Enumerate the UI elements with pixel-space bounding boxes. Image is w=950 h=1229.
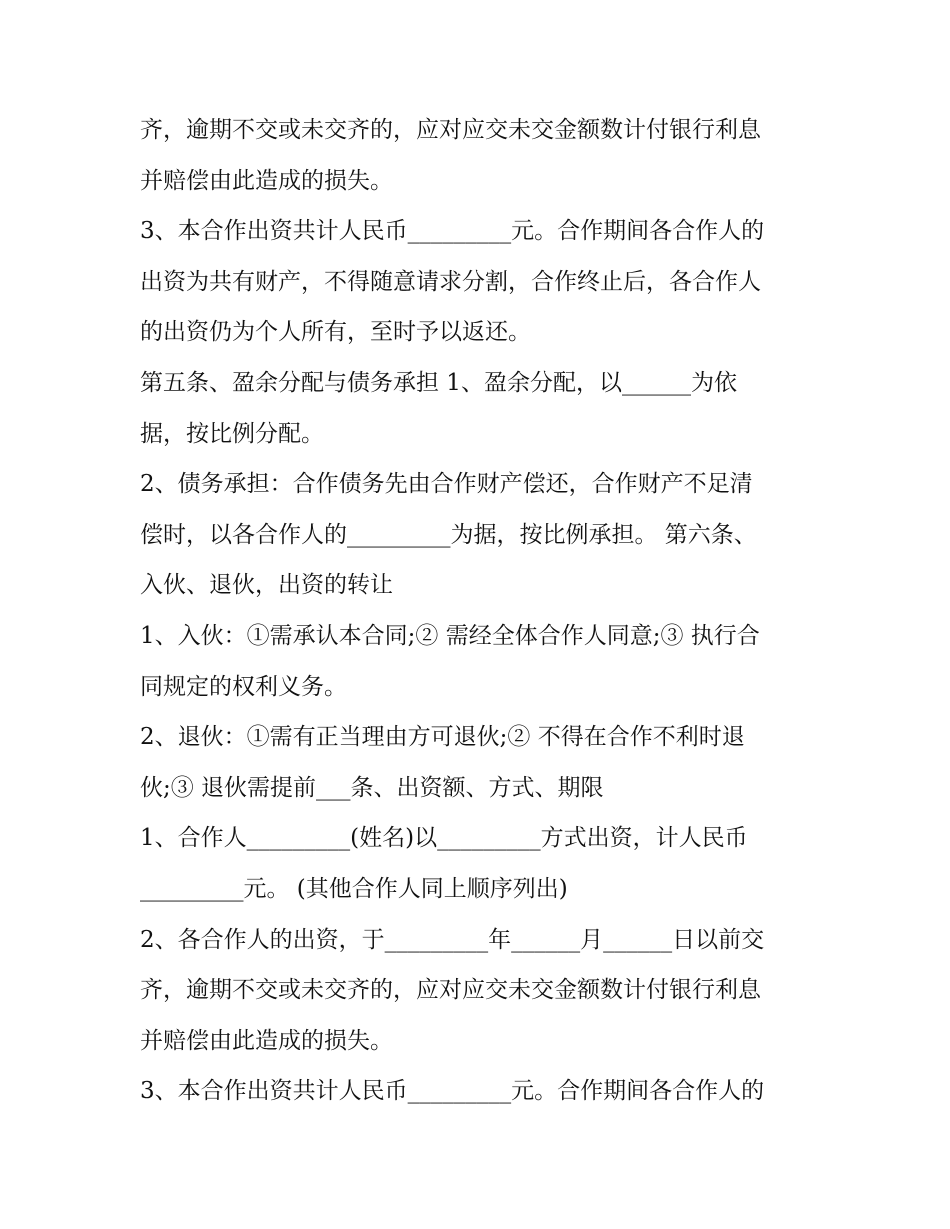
text-line: _________元。 (其他合作人同上顺序列出) [140,875,568,902]
text-line: 齐，逾期不交或未交齐的，应对应交未交金额数计付银行利息 [140,117,761,143]
text-line: 3、本合作出资共计人民币_________元。合作期间各合作人的 [140,1078,765,1105]
text-line: 偿时，以各合作人的_________为据，按比例承担。 第六条、 [140,521,757,548]
document-body [140,105,830,1117]
text-line: 并赔偿由此造成的损失。 [140,1027,393,1054]
text-line: 并赔偿由此造成的损失。 [140,167,393,194]
text-line: 的出资仍为个人所有，至时予以返还。 [140,319,531,346]
text-line: 出资为共有财产，不得随意请求分割，合作终止后，各合作人 [140,268,761,295]
text-line: 伙;③ 退伙需提前___条、出资额、方式、期限 [140,774,604,801]
text-line: 1、合作人_________(姓名)以_________方式出资，计人民币 [140,825,748,852]
text-line: 同规定的权利义务。 [140,673,347,700]
text-line: 3、本合作出资共计人民币_________元。合作期间各合作人的 [140,218,765,245]
text-line: 第五条、盈余分配与债务承担 1、盈余分配，以______为依 [140,369,737,396]
text-line: 1、入伙：①需承认本合同;② 需经全体合作人同意;③ 执行合 [140,622,760,649]
text-line: 2、债务承担：合作债务先由合作财产偿还，合作财产不足清 [140,471,753,498]
text-line: 2、各合作人的出资，于_________年______月______日以前交 [140,926,765,953]
text-line: 据，按比例分配。 [140,420,324,447]
text-line: 入伙、退伙，出资的转让 [140,572,393,599]
text-line: 齐，逾期不交或未交齐的，应对应交未交金额数计付银行利息 [140,977,761,1004]
text-line: 2、退伙：①需有正当理由方可退伙;② 不得在合作不利时退 [140,724,745,751]
